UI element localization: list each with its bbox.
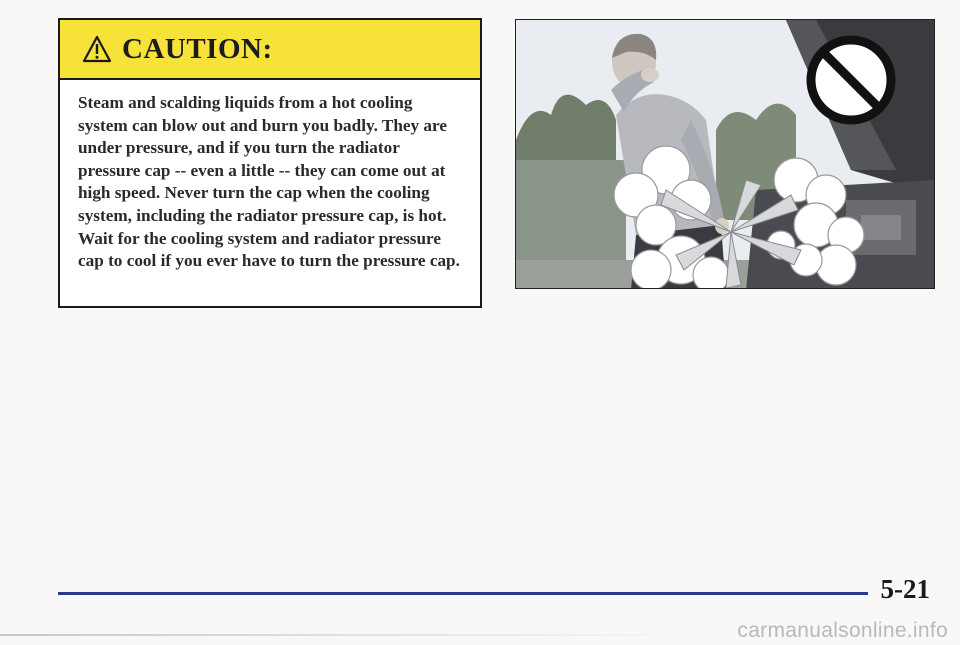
warning-triangle-icon (82, 35, 112, 63)
bottom-shadow (0, 634, 700, 636)
caution-text: Steam and scalding liquids from a hot cooling system can blow out and burn you badly. They are under pressure, and if you turn the radiator pressure cap -- even a little -- they can come out at high speed. Never turn the cap when the cooling system, including the radiator pressure cap, is hot. Wait for the cooling system and radiator pressure cap to cool if you ever have to turn the pressure cap. (78, 93, 460, 271)
caution-title: CAUTION: (122, 32, 273, 65)
page-number: 5-21 (880, 574, 930, 604)
footer-rule (58, 592, 868, 595)
no-symbol-icon (811, 40, 891, 120)
caution-header (60, 20, 480, 80)
watermark: carmanualsonline.info (737, 619, 948, 642)
steam-burn-illustration (515, 19, 935, 289)
caution-box (58, 18, 482, 308)
